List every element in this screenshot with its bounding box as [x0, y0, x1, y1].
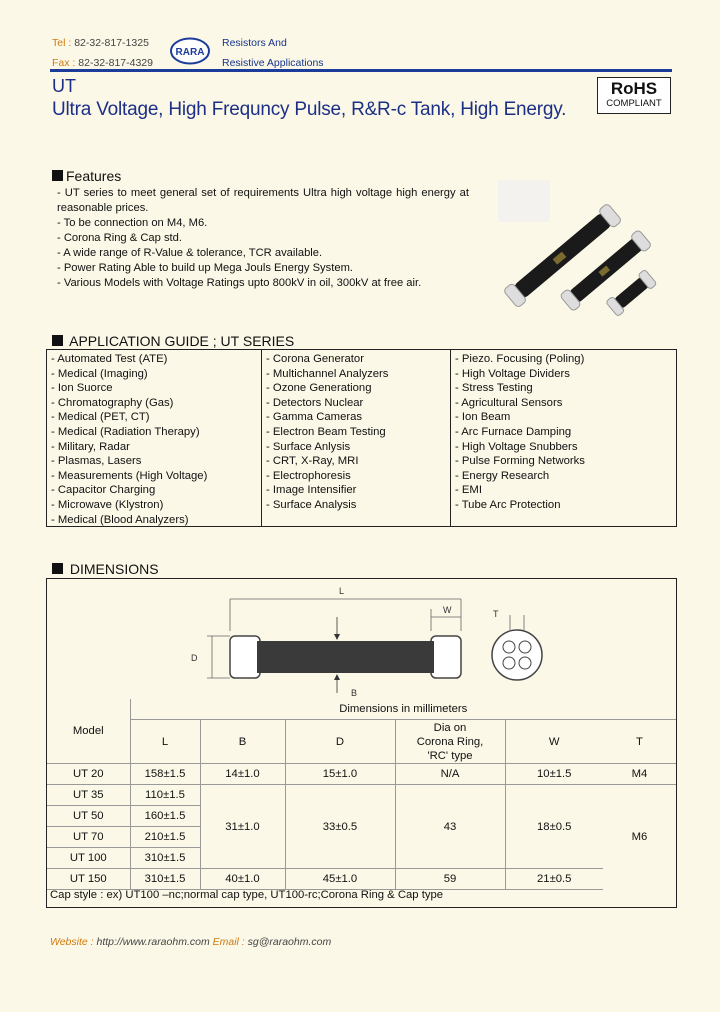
model-cell: UT 70 [47, 827, 130, 848]
application-item: - Chromatography (Gas) [51, 396, 174, 409]
dimensions-box [46, 578, 677, 908]
application-item: - Tube Arc Protection [455, 498, 561, 511]
model-cell: UT 35 [47, 785, 130, 806]
fax-label: Fax : [52, 57, 79, 69]
application-item: - Measurements (High Voltage) [51, 469, 208, 482]
application-item: - EMI [455, 484, 482, 497]
application-item: - Medical (Radiation Therapy) [51, 425, 200, 438]
page-title: Ultra Voltage, High Frequncy Pulse, R&R-c Tank, High Energy. [52, 99, 567, 120]
tel-number: 82-32-817-1325 [74, 37, 149, 49]
application-item: - Surface Analysis [266, 498, 357, 511]
dimension-drawing [47, 579, 676, 699]
label-T: T [493, 609, 499, 619]
tagline-line-1: Resistors And [222, 37, 287, 49]
D-cell: 15±1.0 [285, 764, 395, 785]
application-item: - High Voltage Snubbers [455, 440, 578, 453]
footer [50, 936, 331, 948]
dimensions-heading [52, 561, 159, 577]
B-cell: 14±1.0 [200, 764, 285, 785]
application-item: - Image Intensifier [266, 484, 357, 497]
D-cell: 45±1.0 [285, 869, 395, 890]
application-column-3 [451, 350, 675, 526]
email-link[interactable]: sg@raraohm.com [247, 936, 332, 948]
application-item: - Electron Beam Testing [266, 425, 386, 438]
model-cell: UT 100 [47, 848, 130, 869]
feature-item: - A wide range of R-Value & tolerance, TCR available. [57, 247, 323, 259]
application-item: - Medical (Blood Analyzers) [51, 513, 189, 526]
application-item: - Capacitor Charging [51, 484, 156, 497]
col-dia-line-3: 'RC' type [427, 749, 473, 762]
col-B-header: B [200, 720, 285, 764]
application-item: - Microwave (Klystron) [51, 498, 164, 511]
tagline [222, 33, 324, 73]
application-item: - Military, Radar [51, 440, 130, 453]
application-column-2 [262, 350, 451, 526]
B-merged-cell: 31±1.0 [200, 785, 285, 869]
col-L-header: L [130, 720, 200, 764]
application-table [46, 349, 677, 527]
label-W: W [443, 605, 452, 615]
model-cell: UT 20 [47, 764, 130, 785]
rohs-sub: COMPLIANT [606, 98, 662, 109]
application-item: - Gamma Cameras [266, 411, 363, 424]
application-column-1 [47, 350, 262, 526]
email-label: Email : [212, 936, 248, 948]
col-T-header: T [603, 720, 676, 764]
W-merged-cell: 18±0.5 [505, 785, 603, 869]
L-cell: 160±1.5 [130, 806, 200, 827]
D-merged-cell: 33±0.5 [285, 785, 395, 869]
application-item: - Agricultural Sensors [455, 396, 563, 409]
application-item: - High Voltage Dividers [455, 367, 570, 380]
application-heading [52, 333, 294, 349]
dia-merged-cell: 43 [395, 785, 505, 869]
features-heading [52, 168, 121, 184]
bullet-square-icon [52, 170, 63, 181]
application-item: - CRT, X-Ray, MRI [266, 455, 359, 468]
rohs-label: RoHS [610, 79, 658, 98]
W-cell: 21±0.5 [505, 869, 603, 890]
table-row [47, 785, 676, 806]
series-code: UT [52, 76, 76, 96]
col-dia-line-1: Dia on [433, 721, 467, 734]
cap-style-note: Cap style : ex) UT100 –nc;normal cap type, UT100-rc;Corona Ring & Cap type [50, 889, 444, 901]
T-cell: M4 [603, 764, 676, 785]
application-item: - Medical (PET, CT) [51, 411, 150, 424]
application-item: - Ion Beam [455, 411, 511, 424]
table-row [47, 869, 676, 890]
application-item: - Detectors Nuclear [266, 396, 364, 409]
website-link[interactable]: http://www.raraohm.com [96, 936, 210, 948]
tagline-line-2: Resistive Applications [222, 57, 324, 69]
col-dia-header [395, 720, 505, 764]
application-item: - Multichannel Analyzers [266, 367, 389, 380]
L-cell: 110±1.5 [130, 785, 200, 806]
application-item: - Medical (Imaging) [51, 367, 148, 380]
fax-number: 82-32-817-4329 [78, 57, 153, 69]
website-label: Website : [50, 936, 97, 948]
application-item: - Automated Test (ATE) [51, 353, 168, 365]
W-cell: 10±1.5 [505, 764, 603, 785]
L-cell: 310±1.5 [130, 869, 200, 890]
feature-item: - Various Models with Voltage Ratings upto 800kV in oil, 300kV at free air. [57, 277, 422, 289]
application-item: - Arc Furnace Damping [455, 425, 572, 438]
col-D-header: D [285, 720, 395, 764]
dimensions-table [47, 699, 676, 890]
resistor-product-photo [492, 168, 672, 318]
bullet-square-icon [52, 335, 63, 346]
feature-item: - Corona Ring & Cap std. [57, 232, 182, 244]
tel-label: Tel : [52, 37, 75, 49]
col-W-header: W [505, 720, 603, 764]
features-heading-text: Features [66, 168, 122, 184]
application-item: - Energy Research [455, 469, 550, 482]
application-item: - Ion Suorce [51, 382, 113, 395]
L-cell: 210±1.5 [130, 827, 200, 848]
label-D: D [191, 653, 198, 663]
header-divider [50, 69, 672, 72]
L-cell: 158±1.5 [130, 764, 200, 785]
model-cell: UT 150 [47, 869, 130, 890]
feature-item: - To be connection on M4, M6. [57, 217, 208, 229]
col-dia-line-2: Corona Ring, [416, 735, 484, 748]
feature-item: - UT series to meet general set of requirements Ultra high voltage high energy at reasonable prices. [57, 187, 469, 214]
feature-item: - Power Rating Able to build up Mega Jouls Energy System. [57, 262, 353, 274]
logo-text: RARA [175, 47, 205, 58]
rohs-badge [597, 77, 671, 114]
rara-logo [170, 37, 210, 65]
application-heading-text: APPLICATION GUIDE ; UT SERIES [69, 333, 295, 349]
application-item: - Pulse Forming Networks [455, 455, 585, 468]
dia-cell: N/A [395, 764, 505, 785]
application-item: - Stress Testing [455, 382, 533, 395]
dia-cell: 59 [395, 869, 505, 890]
group-header: Dimensions in millimeters [130, 699, 676, 720]
B-cell: 40±1.0 [200, 869, 285, 890]
application-item: - Plasmas, Lasers [51, 455, 142, 468]
application-item: - Piezo. Focusing (Poling) [455, 353, 585, 365]
application-item: - Surface Anlysis [266, 440, 351, 453]
L-cell: 310±1.5 [130, 848, 200, 869]
application-item: - Ozone Generationg [266, 382, 372, 395]
table-row [47, 764, 676, 785]
label-L: L [339, 586, 345, 596]
T-merged-cell: M6 [631, 831, 648, 844]
features-list [57, 186, 469, 291]
model-header: Model [47, 699, 130, 764]
bullet-square-icon [52, 563, 63, 574]
dimensions-heading-text: DIMENSIONS [69, 561, 159, 577]
model-cell: UT 50 [47, 806, 130, 827]
label-B: B [351, 688, 358, 698]
contact-info [52, 33, 153, 73]
application-item: - Corona Generator [266, 353, 364, 365]
application-item: - Electrophoresis [266, 469, 351, 482]
